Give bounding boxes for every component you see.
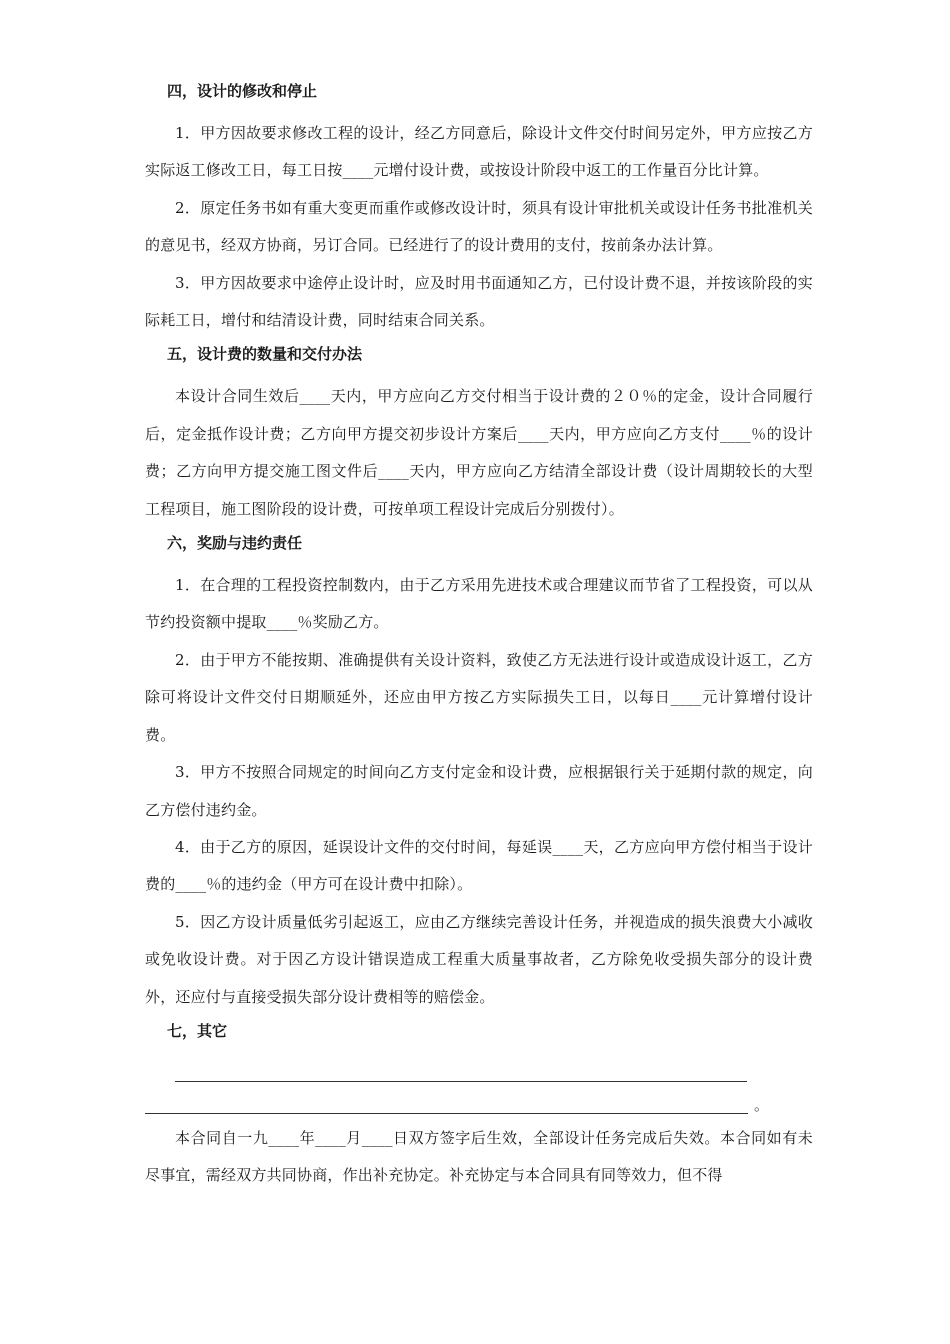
- closing-paragraph: 本合同自一九____年____月____日双方签字后生效，全部设计任务完成后失效。本合同如有未尽事宜，需经双方共同协商，作出补充协定。补充协定与本合同具有同等效力，但不得: [145, 1128, 813, 1185]
- paragraph: 3．甲方不按照合同规定的时间向乙方支付定金和设计费，应根据银行关于延期付款的规定，向乙方偿付违约金。: [145, 763, 813, 819]
- fill-in-line[interactable]: [145, 1082, 748, 1114]
- section-heading: 六，奖励与违约责任: [167, 534, 303, 553]
- section-heading: 五，设计费的数量和交付办法: [167, 345, 363, 364]
- line-end-punctuation: 。: [754, 1095, 770, 1114]
- paragraph: 2．由于甲方不能按期、准确提供有关设计资料，致使乙方无法进行设计或造成设计返工，乙方除可将设计文件交付日期顺延外，还应由甲方按乙方实际损失工日，以每日____元计算增付设计费。: [145, 650, 813, 744]
- paragraph: 3．甲方因故要求中途停止设计时，应及时用书面通知乙方，已付设计费不退，并按该阶段的实际耗工日，增付和结清设计费，同时结束合同关系。: [145, 273, 813, 330]
- paragraph: 本设计合同生效后____天内，甲方应向乙方交付相当于设计费的２０％的定金，设计合同履行后，定金抵作设计费；乙方向甲方提交初步设计方案后____天内，甲方应向乙方支付____％的设计费；乙方向甲方提交施工图文件后____天内，甲方应向乙方结清全部设计费（设计周期较长的大型工程项目，施工图阶段的设计费，可按单项工程设计完成后分别拨付）。: [145, 387, 813, 518]
- paragraph: 5．因乙方设计质量低劣引起返工，应由乙方继续完善设计任务，并视造成的损失浪费大小减收或免收设计费。对于因乙方设计错误造成工程重大质量事故者，乙方除免收受损失部分的设计费外，还应付与直接受损失部分设计费相等的赔偿金。: [145, 912, 813, 1006]
- fill-in-lines: [145, 1055, 813, 1114]
- paragraph: 2．原定任务书如有重大变更而重作或修改设计时，须具有设计审批机关或设计任务书批准机关的意见书，经双方协商，另订合同。已经进行了的设计费用的支付，按前条办法计算。: [145, 198, 813, 255]
- section-heading: 四，设计的修改和停止: [167, 82, 318, 100]
- paragraph: 1．甲方因故要求修改工程的设计，经乙方同意后，除设计文件交付时间另定外，甲方应按乙方实际返工修改工日，每工日按____元增付设计费，或按设计阶段中返工的工作量百分比计算。: [145, 124, 813, 180]
- section-5: [145, 341, 813, 528]
- paragraph: 1．在合理的工程投资控制数内，由于乙方采用先进技术或合理建议而节省了工程投资，可以从节约投资额中提取____％奖励乙方。: [145, 576, 813, 632]
- section-4: [145, 78, 813, 339]
- section-6: [145, 530, 813, 1016]
- fill-in-line[interactable]: [175, 1055, 747, 1082]
- paragraph: 4．由于乙方的原因，延误设计文件的交付时间，每延误____天，乙方应向甲方偿付相当于设计费的____％的违约金（甲方可在设计费中扣除）。: [145, 837, 813, 894]
- section-7: [145, 1018, 813, 1195]
- document-body: [145, 78, 813, 1195]
- section-heading: 七，其它: [167, 1021, 228, 1040]
